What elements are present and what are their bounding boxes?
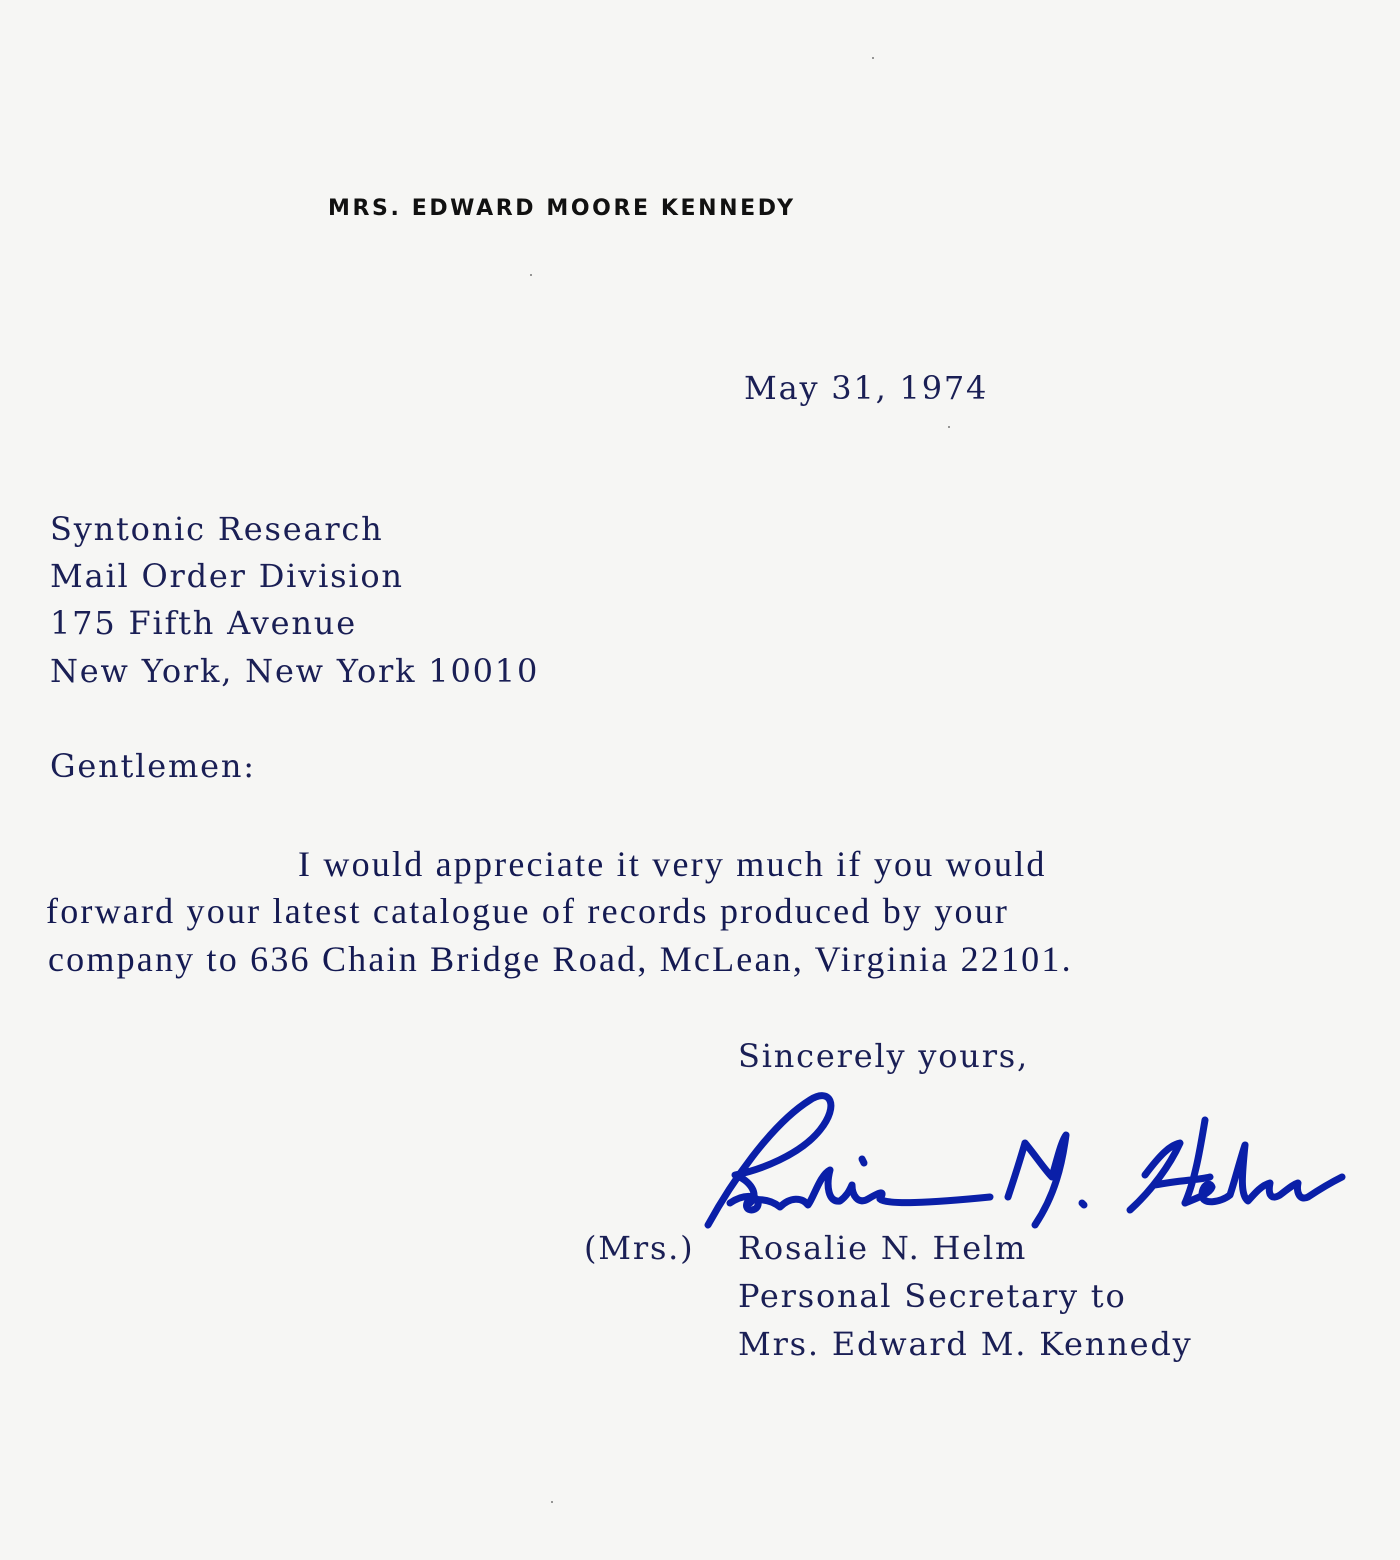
letter-date: May 31, 1974: [744, 369, 989, 407]
body-line: company to 636 Chain Bridge Road, McLean, Virginia 22101.: [48, 939, 1073, 979]
address-line: Mail Order Division: [50, 557, 404, 595]
signature-stroke: [1082, 1203, 1084, 1205]
salutation: Gentlemen:: [50, 747, 256, 785]
signatory-prefix: (Mrs.): [584, 1229, 695, 1267]
signature-stroke: [1008, 1135, 1066, 1225]
closing: Sincerely yours,: [738, 1037, 1029, 1075]
paper-speck: [948, 426, 950, 428]
signature-stroke: [862, 1159, 864, 1163]
paper-speck: [872, 57, 874, 59]
signatory-title: Personal Secretary to: [738, 1277, 1127, 1315]
body-line: forward your latest catalogue of records produced by your: [46, 891, 1010, 931]
handwritten-signature: [690, 1085, 1370, 1235]
address-line: 175 Fifth Avenue: [50, 604, 357, 642]
address-line: New York, New York 10010: [50, 652, 540, 690]
address-line: Syntonic Research: [50, 510, 384, 548]
signature-stroke: [708, 1096, 831, 1225]
body-line: I would appreciate it very much if you would: [298, 844, 1047, 884]
letterhead: MRS. EDWARD MOORE KENNEDY: [328, 196, 796, 221]
signatory-organization: Mrs. Edward M. Kennedy: [738, 1325, 1193, 1363]
signatory-name: Rosalie N. Helm: [738, 1229, 1028, 1267]
paper-speck: [551, 1501, 553, 1503]
signature-stroke: [730, 1170, 990, 1210]
paper-speck: [530, 274, 532, 276]
